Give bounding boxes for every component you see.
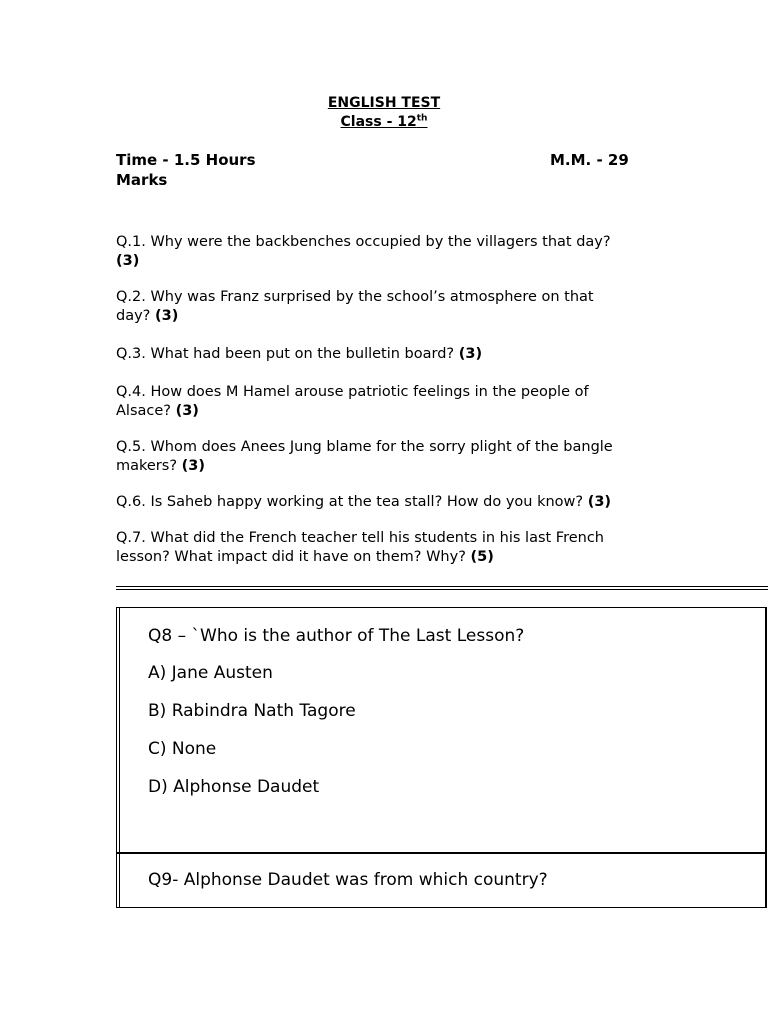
question-1 [116,233,656,271]
q9-box [116,852,767,908]
question-6 [116,493,656,512]
question-1-marks: (3) [116,253,140,269]
question-6-marks: (3) [587,494,612,510]
question-5-text: Q.5. Whom does Anees Jung blame for the sorry plight of the bangle [116,439,613,455]
separator-line-top [116,586,768,587]
q8-option-a: A) Jane Austen [148,663,273,683]
question-6-text: Q.6. Is Saheb happy working at the tea stall? How do you know? [116,494,584,510]
q9-question: Q9- Alphonse Daudet was from which country? [148,870,548,890]
q8-box-right-border [765,608,767,853]
test-title: ENGLISH TEST [327,95,441,111]
question-2-text: Q.2. Why was Franz surprised by the school’s atmosphere on that [116,289,594,305]
question-2-text-cont: day? [116,308,151,324]
marks-word: Marks [116,171,168,189]
question-7-text-cont: lesson? What impact did it have on them? Why? [116,549,466,565]
question-5-text-cont: makers? [116,458,178,474]
question-5 [116,438,656,476]
question-7-marks: (5) [470,549,494,565]
question-7-text: Q.7. What did the French teacher tell his students in his last French [116,530,605,546]
q9-box-right-border [765,853,767,907]
question-7 [116,529,656,567]
class-label: Class - 12 [340,114,417,130]
question-4-marks: (3) [175,403,199,419]
question-4 [116,383,656,421]
q8-box [116,607,767,854]
separator-line-bottom [116,589,768,590]
time-label: Time - 1.5 Hours [116,151,256,169]
question-4-text: Q.4. How does M Hamel arouse patriotic feelings in the people of [116,384,589,400]
question-2-marks: (3) [154,308,179,324]
q8-option-c: C) None [148,739,217,759]
question-4-text-cont: Alsace? [116,403,171,419]
class-heading [0,113,768,132]
question-2 [116,288,656,326]
question-3-text: Q.3. What had been put on the bulletin board? [116,346,455,362]
q8-question: Q8 – `Who is the author of The Last Lesson? [148,626,525,646]
question-5-marks: (3) [181,458,205,474]
class-superscript: th [416,113,428,124]
q8-option-d: D) Alphonse Daudet [148,777,320,797]
max-marks-label: M.M. - 29 [550,151,629,169]
q8-option-b: B) Rabindra Nath Tagore [148,701,356,721]
question-3-marks: (3) [458,346,483,362]
question-1-text: Q.1. Why were the backbenches occupied by the villagers that day? [116,234,611,250]
question-3 [116,345,656,364]
